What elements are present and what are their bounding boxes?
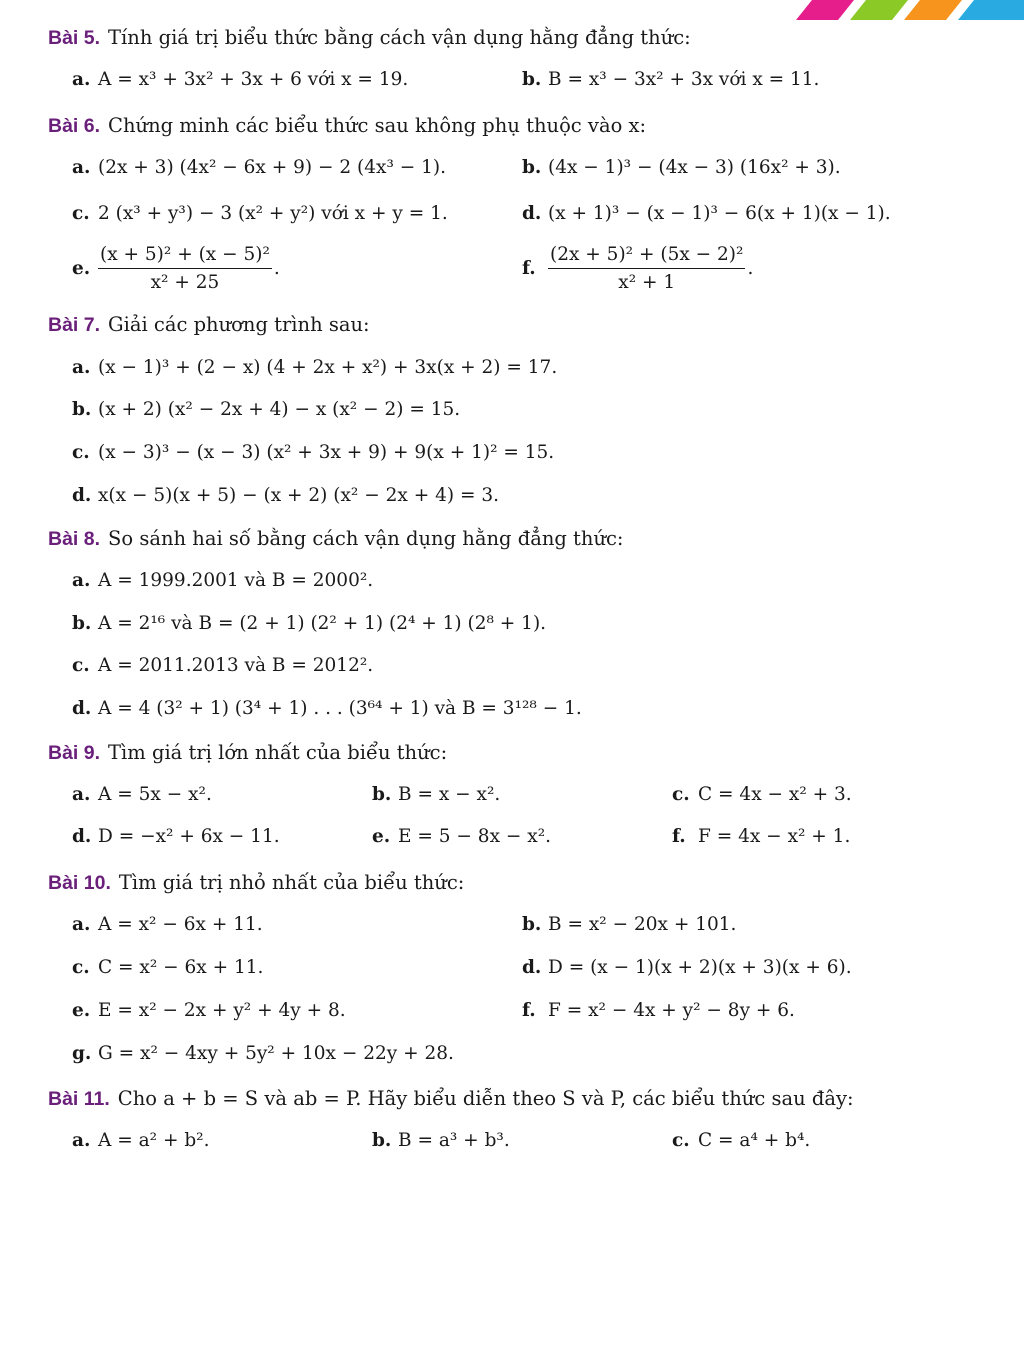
b9-item-c [672, 784, 852, 805]
item-label: f. [672, 826, 686, 847]
item-expression: A = 5x − x². [98, 784, 212, 805]
b5-item-b [522, 69, 819, 90]
b6-item-d [522, 203, 891, 224]
item-label: c. [672, 784, 690, 805]
item-label: b. [522, 69, 542, 90]
item-expression: (x + 1)³ − (x − 1)³ − 6(x + 1)(x − 1). [548, 203, 891, 224]
heading-number: Bài 10. [48, 872, 111, 894]
item-label: e. [72, 258, 91, 279]
item-expression: B = a³ + b³. [398, 1130, 510, 1151]
b11-item-b [372, 1130, 510, 1151]
heading-text: So sánh hai số bằng cách vận dụng hằng đẳng thức: [108, 527, 624, 550]
item-expression: x(x − 5)(x + 5) − (x + 2) (x² − 2x + 4) = 3. [98, 485, 499, 506]
item-expression: A = 2¹⁶ và B = (2 + 1) (2² + 1) (2⁴ + 1) (2⁸ + 1). [98, 613, 547, 634]
item-expression: A = x² − 6x + 11. [98, 914, 263, 935]
b8-item-c [72, 655, 373, 676]
item-label: d. [522, 957, 542, 978]
item-expression: E = 5 − 8x − x². [398, 826, 551, 847]
heading-bai-6 [48, 114, 646, 138]
heading-text: Chứng minh các biểu thức sau không phụ thuộc vào x: [108, 114, 647, 137]
item-label: a. [72, 914, 91, 935]
item-label: a. [72, 784, 91, 805]
item-label: g. [72, 1043, 92, 1064]
b5-item-a [72, 69, 408, 90]
b6-item-f: f. $\frac{\text{(2x + 5)² + (5x − 2)²}}{\text{x² + 1}}$ . [522, 244, 754, 293]
item-label: b. [372, 1130, 392, 1151]
b10-item-e [72, 1000, 346, 1021]
b9-item-e [372, 826, 551, 847]
item-label: f. [522, 258, 536, 279]
item-expression: (x − 1)³ + (2 − x) (4 + 2x + x²) + 3x(x + 2) = 17. [98, 357, 558, 378]
b10-item-c [72, 957, 263, 978]
item-expression: E = x² − 2x + y² + 4y + 8. [98, 1000, 346, 1021]
item-label: c. [72, 203, 90, 224]
b10-item-d [522, 957, 852, 978]
item-expression: D = −x² + 6x − 11. [98, 826, 280, 847]
b6-item-c [72, 203, 448, 224]
item-label: d. [72, 698, 92, 719]
fraction-numerator: (2x + 5)² + (5x − 2)² [548, 244, 745, 269]
item-expression: B = x² − 20x + 101. [548, 914, 737, 935]
stripe-orange [904, 0, 962, 20]
b8-item-b [72, 613, 546, 634]
item-expression: 2 (x³ + y³) − 3 (x² + y²) với x + y = 1. [98, 203, 448, 224]
b6-item-e: e. $\frac{\text{(x + 5)² + (x − 5)²}}{\text{x² + 25}}$ . [72, 244, 280, 293]
b7-item-c [72, 442, 554, 463]
b6-item-b [522, 157, 841, 178]
stripe-blue [958, 0, 1024, 20]
item-expression: B = x³ − 3x² + 3x với x = 11. [548, 69, 820, 90]
item-expression: (2x + 3) (4x² − 6x + 9) − 2 (4x³ − 1). [98, 157, 446, 178]
b9-item-f [672, 826, 850, 847]
heading-bai-9 [48, 741, 447, 765]
heading-text: Tìm giá trị nhỏ nhất của biểu thức: [118, 871, 465, 894]
item-expression: F = 4x − x² + 1. [698, 826, 851, 847]
item-expression: C = 4x − x² + 3. [698, 784, 852, 805]
b9-item-b [372, 784, 500, 805]
b10-item-b [522, 914, 736, 935]
fraction [548, 244, 745, 293]
heading-bai-7 [48, 313, 370, 337]
b10-item-a [72, 914, 263, 935]
item-expression: C = x² − 6x + 11. [98, 957, 264, 978]
stripe-green [850, 0, 908, 20]
b11-item-a [72, 1130, 209, 1151]
b10-item-f [522, 1000, 795, 1021]
b8-item-a [72, 570, 373, 591]
heading-bai-5 [48, 26, 691, 50]
heading-bai-10 [48, 871, 464, 895]
item-label: f. [522, 1000, 536, 1021]
b10-item-g [72, 1043, 454, 1064]
fraction [98, 244, 272, 293]
item-expression: G = x² − 4xy + 5y² + 10x − 22y + 28. [98, 1043, 454, 1064]
item-label: c. [672, 1130, 690, 1151]
b11-item-c [672, 1130, 810, 1151]
item-expression: D = (x − 1)(x + 2)(x + 3)(x + 6). [548, 957, 852, 978]
b7-item-d [72, 485, 499, 506]
item-expression: F = x² − 4x + y² − 8y + 6. [548, 1000, 795, 1021]
item-label: a. [72, 570, 91, 591]
heading-bai-11 [48, 1087, 854, 1111]
item-expression: A = x³ + 3x² + 3x + 6 với x = 19. [98, 69, 409, 90]
item-label: d. [72, 826, 92, 847]
item-label: c. [72, 442, 90, 463]
item-expression: (x − 3)³ − (x − 3) (x² + 3x + 9) + 9(x + 1)² = 15. [98, 442, 555, 463]
item-expression: A = 4 (3² + 1) (3⁴ + 1) . . . (3⁶⁴ + 1) và B = 3¹²⁸ − 1. [98, 698, 582, 719]
item-expression: A = 1999.2001 và B = 2000². [98, 570, 374, 591]
stripe-pink [796, 0, 854, 20]
b9-item-d [72, 826, 280, 847]
item-label: c. [72, 655, 90, 676]
item-label: a. [72, 357, 91, 378]
fraction-denominator: x² + 1 [618, 272, 676, 293]
b7-item-a [72, 357, 557, 378]
item-expression: B = x − x². [398, 784, 501, 805]
heading-number: Bài 5. [48, 27, 101, 49]
item-label: b. [72, 613, 92, 634]
item-label: e. [72, 1000, 91, 1021]
item-label: b. [72, 399, 92, 420]
heading-text: Tính giá trị biểu thức bằng cách vận dụng hằng đẳng thức: [108, 26, 691, 49]
item-label: b. [522, 914, 542, 935]
b9-item-a [72, 784, 212, 805]
item-expression: A = 2011.2013 và B = 2012². [98, 655, 374, 676]
heading-number: Bài 11. [48, 1088, 110, 1110]
item-label: e. [372, 826, 391, 847]
item-expression: (x + 2) (x² − 2x + 4) − x (x² − 2) = 15. [98, 399, 461, 420]
heading-number: Bài 6. [48, 115, 101, 137]
item-label: c. [72, 957, 90, 978]
item-expression: A = a² + b². [98, 1130, 210, 1151]
fraction-denominator: x² + 25 [150, 272, 220, 293]
item-label: a. [72, 1130, 91, 1151]
heading-text: Cho a + b = S và ab = P. Hãy biểu diễn theo S và P, các biểu thức sau đây: [117, 1087, 854, 1110]
b7-item-b [72, 399, 460, 420]
heading-text: Tìm giá trị lớn nhất của biểu thức: [108, 741, 448, 764]
item-expression: C = a⁴ + b⁴. [698, 1130, 811, 1151]
b6-item-a [72, 157, 446, 178]
heading-bai-8 [48, 527, 624, 551]
fraction-numerator: (x + 5)² + (x − 5)² [98, 244, 272, 269]
item-label: d. [72, 485, 92, 506]
b8-item-d [72, 698, 582, 719]
heading-number: Bài 7. [48, 314, 101, 336]
item-label: b. [522, 157, 542, 178]
item-label: b. [372, 784, 392, 805]
item-expression: (4x − 1)³ − (4x − 3) (16x² + 3). [548, 157, 841, 178]
item-label: d. [522, 203, 542, 224]
heading-number: Bài 9. [48, 742, 101, 764]
decorative-stripes [784, 0, 1024, 20]
heading-text: Giải các phương trình sau: [108, 313, 370, 336]
heading-number: Bài 8. [48, 528, 101, 550]
item-label: a. [72, 157, 91, 178]
item-label: a. [72, 69, 91, 90]
